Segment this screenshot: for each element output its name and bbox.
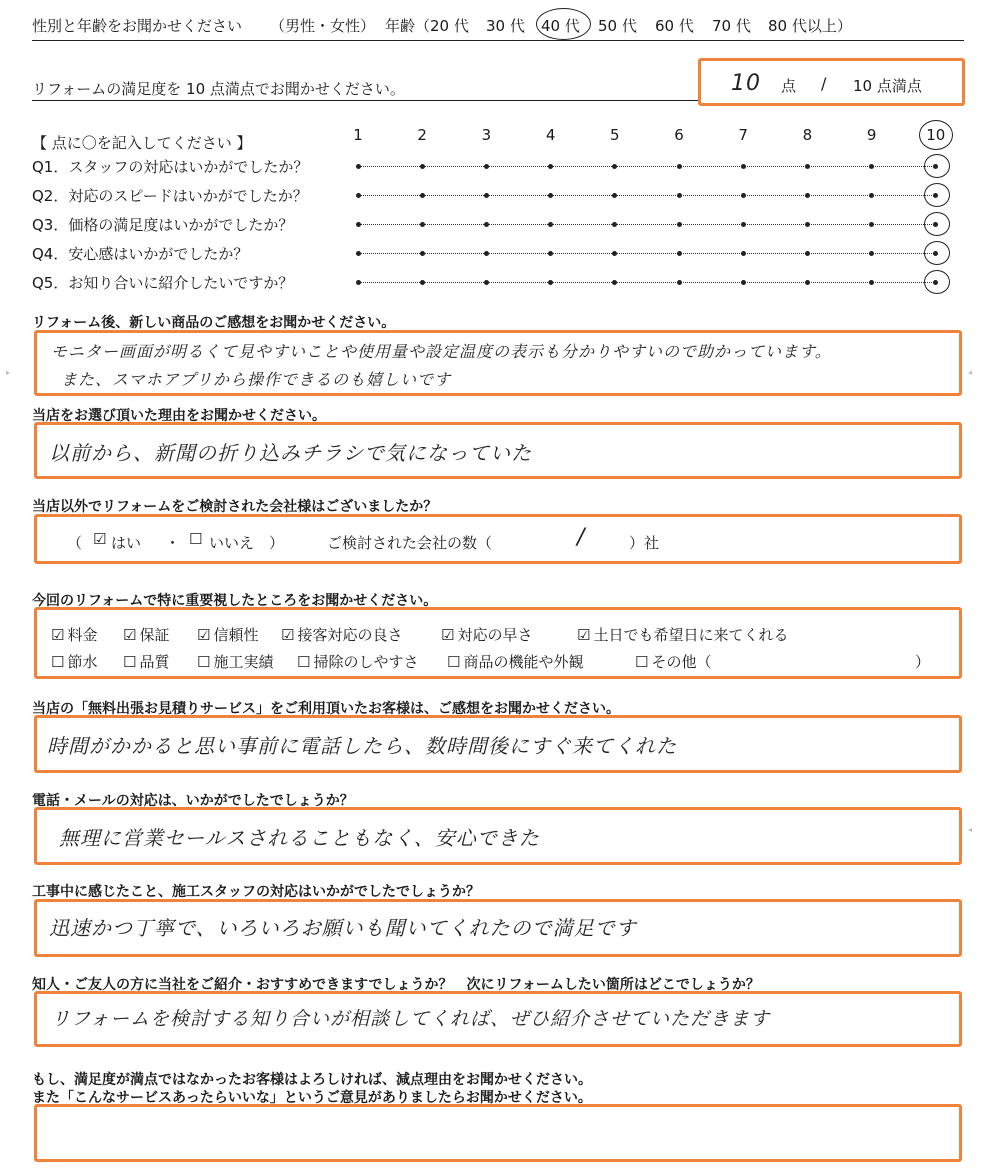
scale-tick-7: 7: [738, 126, 748, 144]
scale-tick-2: 2: [417, 126, 427, 144]
rating-point-q4-4[interactable]: [548, 251, 553, 256]
satisfaction-score-value: 10: [731, 71, 761, 96]
reason-answer-box: [34, 422, 962, 479]
priorities-close-paren: ）: [915, 653, 931, 671]
rating-point-q2-3[interactable]: [484, 193, 489, 198]
satisfaction-prompt: リフォームの満足度を 10 点満点でお聞かせください。: [32, 80, 405, 98]
age-option-40: 40 代: [541, 17, 580, 35]
construction-title: 工事中に感じたこと、施工スタッフの対応はいかがでしたでしょうか？: [32, 884, 480, 900]
priorities-row-2: [51, 651, 931, 673]
question-label-q3: Q3．価格の満足度はいかがでしたか？: [32, 216, 294, 234]
priority-option-label: 対応の早さ: [457, 626, 533, 644]
rating-point-q5-6[interactable]: [677, 280, 682, 285]
question-scale-line-q2: [358, 195, 936, 196]
rating-point-q5-1[interactable]: [356, 280, 361, 285]
age-option-30: 30 代: [486, 17, 525, 35]
satisfaction-slash: /: [821, 74, 827, 93]
rating-point-q1-9[interactable]: [869, 164, 874, 169]
priority-option-1-4[interactable]: [281, 624, 402, 645]
satisfaction-rule: [32, 100, 700, 101]
rating-point-q3-3[interactable]: [484, 222, 489, 227]
other-company-title: 当店以外でリフォームをご検討された会社様はございましたか？: [32, 499, 438, 515]
scale-tick-3: 3: [481, 126, 492, 144]
scale-tick-10: 10: [926, 126, 946, 144]
rating-point-q2-8[interactable]: [805, 193, 810, 198]
empty-box-icon[interactable]: ☐: [635, 653, 649, 671]
rating-point-q5-5[interactable]: [612, 280, 617, 285]
priority-option-2-6[interactable]: [635, 651, 711, 672]
rating-point-q3-5[interactable]: [612, 222, 617, 227]
rating-selected-circle-q4: [924, 241, 950, 265]
priority-option-1-2[interactable]: [123, 624, 169, 645]
rating-point-q3-8[interactable]: [805, 222, 810, 227]
question-scale-line-q3: [358, 224, 936, 225]
empty-box-icon[interactable]: ☐: [51, 653, 65, 671]
estimate-title: 当店の「無料出張お見積りサービス」をご利用頂いたお客様は、ご感想をお聞かせください。: [32, 701, 620, 717]
priority-option-label: 施工実績: [213, 653, 274, 671]
company-count-label: ご検討された会社の数（: [327, 534, 493, 552]
rating-point-q2-2[interactable]: [420, 193, 425, 198]
priority-option-label: 掃除のしやすさ: [313, 653, 419, 671]
rating-point-q4-8[interactable]: [805, 251, 810, 256]
priority-option-label: 節水: [67, 653, 98, 671]
referral-answer: リフォームを検討する知り合いが相談してくれば、ぜひ紹介させていただきます: [51, 1008, 771, 1030]
estimate-answer: 時間がかかると思い事前に電話したら、数時間後にすぐ来てくれた: [47, 734, 677, 758]
rating-point-q3-1[interactable]: [356, 222, 361, 227]
priority-option-label: 接客対応の良さ: [297, 626, 403, 644]
other-company-close-paren: ）: [269, 534, 285, 552]
checked-box-icon[interactable]: ☑: [441, 626, 455, 644]
rating-point-q5-2[interactable]: [420, 280, 425, 285]
priority-option-label: 土日でも希望日に来てくれる: [593, 626, 789, 644]
scale-tick-5: 5: [610, 126, 620, 144]
checkbox-yes-label: はい: [111, 534, 142, 552]
priority-option-label: 信頼性: [213, 626, 259, 644]
checkbox-no-label: いいえ: [209, 534, 255, 552]
priority-option-label: 商品の機能や外観: [463, 653, 584, 671]
checked-box-icon[interactable]: ☑: [577, 626, 591, 644]
priority-option-2-1[interactable]: [51, 651, 97, 672]
impression-title: リフォーム後、新しい商品のご感想をお聞かせください。: [32, 315, 396, 331]
deduction-title-line1: もし、満足度が満点ではなかったお客様はよろしければ、減点理由をお聞かせください。: [32, 1072, 592, 1088]
priority-option-1-3[interactable]: [197, 624, 258, 645]
age-option-60: 60 代: [655, 17, 694, 35]
rating-point-q4-7[interactable]: [741, 251, 746, 256]
rating-point-q3-7[interactable]: [741, 222, 746, 227]
rating-point-q5-4[interactable]: [548, 280, 553, 285]
scale-tick-9: 9: [866, 126, 877, 144]
other-company-open-paren: （: [67, 534, 83, 552]
priority-option-2-2[interactable]: [123, 651, 169, 672]
rating-point-q1-2[interactable]: [420, 164, 425, 169]
rating-selected-circle-q3: [924, 212, 950, 236]
priorities-box: [34, 607, 962, 679]
deduction-title-line2: また「こんなサービスあったらいいな」というご意見がありましたらお聞かせください。: [32, 1090, 592, 1106]
rating-point-q1-1[interactable]: [356, 164, 361, 169]
checkbox-yes[interactable]: ☑: [93, 530, 107, 548]
checked-box-icon[interactable]: ☑: [123, 626, 137, 644]
rating-point-q4-1[interactable]: [356, 251, 361, 256]
impression-answer-line1: モニター画面が明るくて見やすいことや使用量や設定温度の表示も分かりやすいので助かっています。: [51, 342, 832, 361]
rating-point-q5-3[interactable]: [484, 280, 489, 285]
deduction-answer-box: [34, 1104, 962, 1162]
rating-point-q4-3[interactable]: [484, 251, 489, 256]
priorities-row-1: [51, 624, 931, 646]
empty-box-icon[interactable]: ☐: [197, 653, 211, 671]
other-company-separator: ・: [165, 534, 181, 552]
age-label: 年齢（20 代: [385, 17, 469, 35]
rating-point-q3-9[interactable]: [869, 222, 874, 227]
age-option-70: 70 代: [712, 17, 751, 35]
rating-selected-circle-q1: [924, 154, 950, 178]
priority-option-2-5[interactable]: [447, 651, 583, 672]
priority-option-label: 保証: [139, 626, 170, 644]
rating-point-q2-1[interactable]: [356, 193, 361, 198]
rating-point-q1-6[interactable]: [677, 164, 682, 169]
age-selected-circle: [536, 8, 591, 40]
rating-point-q1-8[interactable]: [805, 164, 810, 169]
age-option-50: 50 代: [598, 17, 637, 35]
rating-point-q2-4[interactable]: [548, 193, 553, 198]
referral-title: 知人・ご友人の方に当社をご紹介・おすすめできますでしょうか？ 次にリフォームしたい箇所はどこでしょうか？: [32, 977, 760, 993]
priority-option-2-4[interactable]: [297, 651, 418, 672]
rating-point-q2-6[interactable]: [677, 193, 682, 198]
construction-answer-box: [34, 899, 962, 957]
phone-answer: 無理に営業セールスされることもなく、安心できた: [59, 826, 540, 850]
reason-answer: 以前から、新聞の折り込みチラシで気になっていた: [49, 441, 532, 465]
checked-box-icon[interactable]: ☑: [51, 626, 65, 644]
age-option-80-plus: 80 代以上）: [768, 17, 852, 35]
reason-title: 当店をお選び頂いた理由をお聞かせください。: [32, 408, 326, 424]
impression-answer-line2: また、スマホアプリから操作できるのも嬉しいです: [61, 370, 452, 389]
estimate-answer-box: [34, 715, 962, 773]
phone-answer-box: [34, 807, 962, 865]
question-label-q5: Q5．お知り合いに紹介したいですか？: [32, 274, 294, 292]
rating-point-q3-6[interactable]: [677, 222, 682, 227]
rating-point-q2-5[interactable]: [612, 193, 617, 198]
rating-point-q3-4[interactable]: [548, 222, 553, 227]
checked-box-icon[interactable]: ☑: [281, 626, 295, 644]
priority-option-2-3[interactable]: [197, 651, 273, 672]
priorities-title: 今回のリフォームで特に重要視したところをお聞かせください。: [32, 593, 438, 609]
rating-point-q2-9[interactable]: [869, 193, 874, 198]
scale-tick-4: 4: [545, 126, 556, 144]
rating-point-q5-7[interactable]: [741, 280, 746, 285]
margin-marker-right: ◂: [968, 368, 973, 377]
question-scale-line-q5: [358, 282, 936, 283]
question-scale-line-q4: [358, 253, 936, 254]
phone-title: 電話・メールの対応は、いかがでしたでしょうか？: [32, 793, 354, 809]
company-count-suffix: ）社: [629, 534, 660, 552]
rating-point-q1-4[interactable]: [548, 164, 553, 169]
gender-options: （男性・女性）: [270, 17, 376, 35]
company-count-value: /: [577, 525, 586, 550]
question-label-q1: Q1．スタッフの対応はいかがでしたか？: [32, 158, 309, 176]
priority-option-1-1[interactable]: [51, 624, 97, 645]
rating-instruction: 【 点に〇を記入してください 】: [32, 134, 252, 152]
rating-point-q1-3[interactable]: [484, 164, 489, 169]
margin-marker-left: ▸: [6, 368, 11, 377]
rating-point-q4-2[interactable]: [420, 251, 425, 256]
scale-tick-8: 8: [802, 126, 813, 144]
rating-point-q5-9[interactable]: [869, 280, 874, 285]
rating-point-q1-7[interactable]: [741, 164, 746, 169]
priority-option-label: 品質: [139, 653, 170, 671]
priority-option-1-6[interactable]: [577, 624, 788, 645]
rating-point-q4-6[interactable]: [677, 251, 682, 256]
satisfaction-point-label: 点: [781, 77, 797, 95]
construction-answer: 迅速かつ丁寧で、いろいろお願いも聞いてくれたので満足です: [49, 916, 637, 940]
scale-tick-6: 6: [674, 126, 684, 144]
rating-selected-circle-q2: [924, 183, 950, 207]
empty-box-icon[interactable]: ☐: [297, 653, 311, 671]
rating-point-q1-5[interactable]: [612, 164, 617, 169]
rating-point-q3-2[interactable]: [420, 222, 425, 227]
empty-box-icon[interactable]: ☐: [447, 653, 461, 671]
question-scale-line-q1: [358, 166, 936, 167]
margin-marker-right-2: ◂: [968, 825, 973, 834]
priority-option-label: 料金: [67, 626, 98, 644]
other-company-box: [34, 514, 962, 564]
impression-answer-box: [34, 330, 962, 396]
scale-tick-1: 1: [353, 126, 363, 144]
rating-point-q5-8[interactable]: [805, 280, 810, 285]
question-label-q4: Q4．安心感はいかがでしたか？: [32, 245, 249, 263]
referral-answer-box: [34, 991, 962, 1047]
rating-point-q4-9[interactable]: [869, 251, 874, 256]
priority-option-label: その他（: [651, 653, 712, 671]
header-rule: [32, 40, 964, 41]
rating-point-q4-5[interactable]: [612, 251, 617, 256]
rating-point-q2-7[interactable]: [741, 193, 746, 198]
question-label-q2: Q2．対応のスピードはいかがでしたか？: [32, 187, 308, 205]
gender-age-prompt: 性別と年齢をお聞かせください: [32, 17, 243, 35]
satisfaction-score-box: [698, 58, 965, 106]
checked-box-icon[interactable]: ☑: [197, 626, 211, 644]
priority-option-1-5[interactable]: [441, 624, 532, 645]
rating-selected-circle-q5: [924, 270, 950, 294]
satisfaction-max-label: 10 点満点: [853, 77, 922, 95]
scale-max-circle: [919, 120, 953, 150]
checkbox-no[interactable]: ☐: [189, 530, 203, 548]
empty-box-icon[interactable]: ☐: [123, 653, 137, 671]
